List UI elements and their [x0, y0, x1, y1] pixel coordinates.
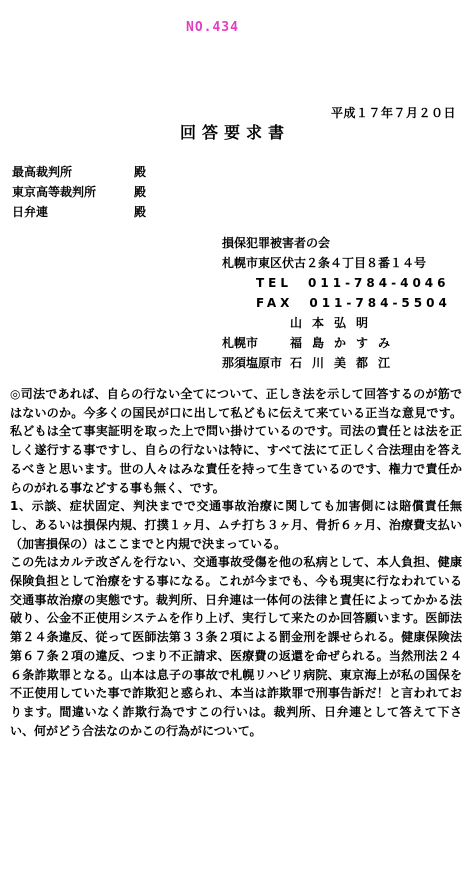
body-paragraph: 1、示談、症状固定、判決までで交通事故治療に関しても加害側には賠償責任無し、あるいは損保内規、打撲１ヶ月、ムチ打ち３ヶ月、骨折６ヶ月、治療費支払い（加害損保の）はここまでと内規で決まっている。 — [10, 499, 462, 551]
sender-address: 札幌市東区伏古２条４丁目８番１４号 — [222, 256, 427, 270]
recipient-list — [12, 163, 146, 223]
body-paragraph: ◎司法であれば、自らの行ない全てについて、正しき法を示して回答するのが筋ではないのか。今多くの国民が口に出して私どもに伝えて来ている正当な意見です。私どもは全て事実証明を取った上で問い掛けているのです。司法の責任とは法を正しく遂行する事ですし、自らの行ないは特に、すべて法にて正しく合法理由を答えるべきと思います。世の人々はみな責任を持って生きているのです、権力で責任からのがれる事などする事も無く、です。 — [10, 387, 462, 495]
body-paragraph: この先はカルテ改ざんを行ない、交通事故受傷を他の私病として、本人負担、健康保険負担として治療をする事になる。これが今までも、今も現実に行なわれている交通事故治療の実態です。裁判所、日弁連は一体何の法律と責任によってかかる法破り、公金不正使用システムを作り上げ、実行して来たのか回答願います。医師法第２４条違反、従って医師法第３３条２項による罰金刑を課せられる。健康保険法第６７条２項の違反、つまり不正請求、医療費の返還を命ぜられる。当然刑法２４６条詐欺罪となる。山本は息子の事故で札幌リハビリ病院、東京海上が私の国保を不正使用していた事で詐欺犯と惑られ、本当は詐欺罪で刑事告訴だ！と言われております。間違いなく詐欺行為ですこの行いは。裁判所、日弁連として答えて下さい、何がどう合法なのかこの行為がについて。 — [10, 555, 462, 738]
recipient-name: 東京高等裁判所 — [12, 185, 97, 199]
recipient-item — [12, 183, 146, 203]
sender-tel: TEL 011-784-4046 — [256, 276, 450, 290]
document-number: NO.434 — [186, 20, 239, 35]
recipient-honorific: 殿 — [134, 165, 147, 179]
recipient-item — [12, 163, 146, 183]
sender-person-area: 那須塩原市 — [222, 356, 283, 370]
sender-person-area: 札幌市 — [222, 336, 259, 350]
sender-organization: 損保犯罪被害者の会 — [222, 236, 331, 250]
sender-block — [222, 234, 451, 374]
recipient-honorific: 殿 — [134, 185, 147, 199]
document-title: 回答要求書 — [179, 123, 290, 142]
document-body — [10, 385, 462, 740]
sender-person-name: 山本弘明 — [290, 316, 379, 330]
document-date: 平成１７年７月２０日 — [330, 106, 456, 120]
sender-person — [222, 334, 451, 354]
recipient-honorific: 殿 — [134, 205, 147, 219]
sender-person — [222, 354, 451, 374]
recipient-item — [12, 203, 146, 223]
recipient-name: 日弁連 — [12, 205, 49, 219]
sender-person-name: 石川美都江 — [290, 356, 401, 370]
sender-fax: FAX 011-784-5504 — [256, 296, 451, 310]
recipient-name: 最高裁判所 — [12, 165, 73, 179]
sender-person — [222, 314, 451, 334]
sender-person-name: 福島かすみ — [290, 336, 401, 350]
